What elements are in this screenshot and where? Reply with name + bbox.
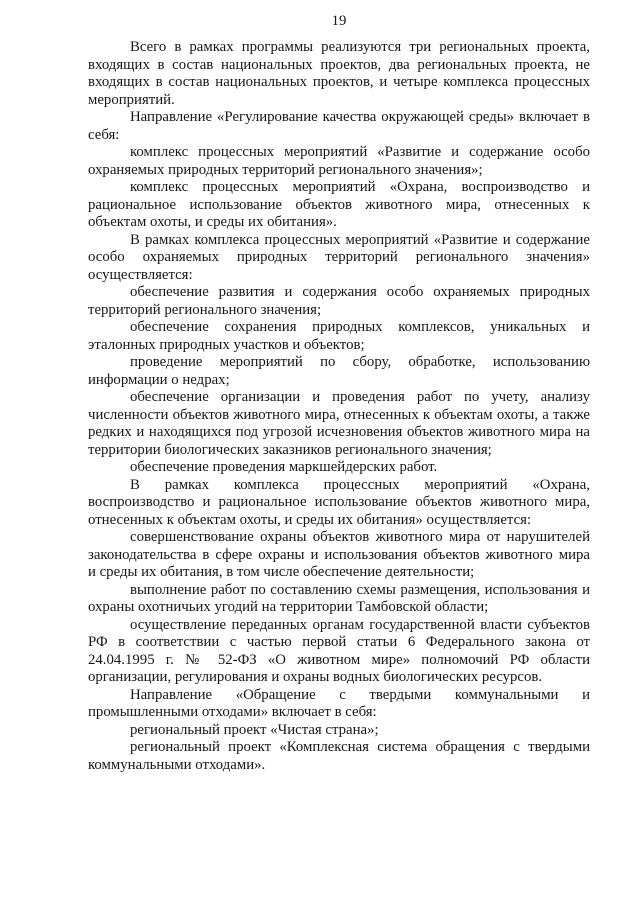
paragraph — [88, 739, 590, 774]
text-line: комплекс процессных мероприятий «Охрана, воспроизводство и — [130, 179, 590, 195]
paragraph — [88, 179, 590, 232]
text-line: комплекс процессных мероприятий «Развитие и содержание особо — [130, 144, 590, 160]
text-line: и среды их обитания, в том числе обеспечение деятельности; — [88, 564, 475, 580]
text-line: охраны охотничьих угодий на территории Тамбовской области; — [88, 599, 489, 615]
document-body — [88, 39, 590, 774]
text-line: РФ в соответствии с частью первой статьи 6 Федерального закона от — [88, 634, 590, 650]
text-line: отнесенных к объектам охоты, и среды их обитания» осуществляется: — [88, 511, 532, 528]
text-line: 24.04.1995 г. № 52-ФЗ «О животном мире» полномочий РФ области — [88, 651, 590, 668]
text-line: территорий регионального значения; — [88, 301, 322, 318]
text-line: осуществление переданных органам государственной власти субъектов — [130, 616, 590, 633]
paragraph — [88, 354, 590, 389]
text-line: выполнение работ по составлению схемы размещения, использования и — [130, 581, 590, 598]
paragraph — [88, 617, 590, 687]
text-line: объектам охоты, и среды их обитания». — [88, 214, 337, 230]
paragraph — [88, 144, 590, 179]
text-line: обеспечение проведения маркшейдерских работ. — [130, 459, 438, 475]
text-line: входящих в состав национальных проектов, два региональных проекта, не — [88, 56, 590, 73]
paragraph — [88, 319, 590, 354]
text-line: воспроизводство и рациональное использование объектов животного мира, — [88, 494, 590, 510]
text-line: обеспечение сохранения природных комплексов, уникальных и — [130, 319, 590, 335]
paragraph — [88, 389, 590, 459]
text-line: Всего в рамках программы реализуются три региональных проекта, — [130, 39, 590, 55]
text-line: редких и находящихся под угрозой исчезновения объектов животного мира на — [88, 424, 590, 440]
text-line: рациональное использование объектов животного мира, отнесенных к — [88, 196, 590, 213]
text-line: мероприятий. — [88, 91, 175, 108]
paragraph — [88, 582, 590, 617]
paragraph — [88, 109, 590, 144]
text-line: совершенствование охраны объектов животного мира от нарушителей — [130, 529, 590, 545]
text-line: региональный проект «Чистая страна»; — [130, 721, 379, 738]
text-line: особо охраняемых природных территорий регионального значения» — [88, 249, 590, 265]
text-line: проведение мероприятий по сбору, обработке, использованию — [130, 354, 590, 370]
text-line: региональный проект «Комплексная система обращения с твердыми — [130, 739, 590, 755]
text-line: законодательства в сфере охраны и использования объектов животного мира — [88, 546, 590, 563]
paragraph — [88, 687, 590, 722]
text-line: В рамках комплекса процессных мероприятий «Охрана, — [130, 476, 590, 493]
text-line: обеспечение организации и проведения работ по учету, анализу — [130, 389, 590, 405]
text-line: В рамках комплекса процессных мероприятий «Развитие и содержание — [130, 231, 590, 248]
text-line: осуществляется: — [88, 266, 193, 283]
text-line: коммунальными отходами». — [88, 756, 266, 773]
text-line: Направление «Обращение с твердыми коммунальными и — [130, 686, 590, 703]
text-line: информации о недрах; — [88, 371, 230, 388]
paragraph — [88, 529, 590, 582]
paragraph — [88, 477, 590, 530]
page-number: 19 — [331, 13, 347, 29]
paragraph — [88, 39, 590, 109]
text-line: себя: — [88, 126, 120, 143]
paragraph — [88, 459, 590, 477]
paragraph — [88, 284, 590, 319]
text-line: эталонных природных участков и объектов; — [88, 336, 365, 353]
paragraph — [88, 232, 590, 285]
paragraph — [88, 722, 590, 740]
text-line: охраняемых природных территорий регионального значения»; — [88, 161, 483, 178]
text-line: территории биологических заказников регионального значения; — [88, 441, 492, 458]
text-line: промышленными отходами» включает в себя: — [88, 704, 377, 720]
text-line: Направление «Регулирование качества окружающей среды» включает в — [130, 109, 590, 125]
text-line: входящих в состав национальных проектов, и четыре комплекса процессных — [88, 74, 590, 90]
text-line: обеспечение развития и содержания особо охраняемых природных — [130, 284, 590, 300]
text-line: организации, регулирования и охраны водных биологических ресурсов. — [88, 669, 543, 685]
text-line: численности объектов животного мира, отнесенных к объектам охоты, а также — [88, 406, 590, 423]
